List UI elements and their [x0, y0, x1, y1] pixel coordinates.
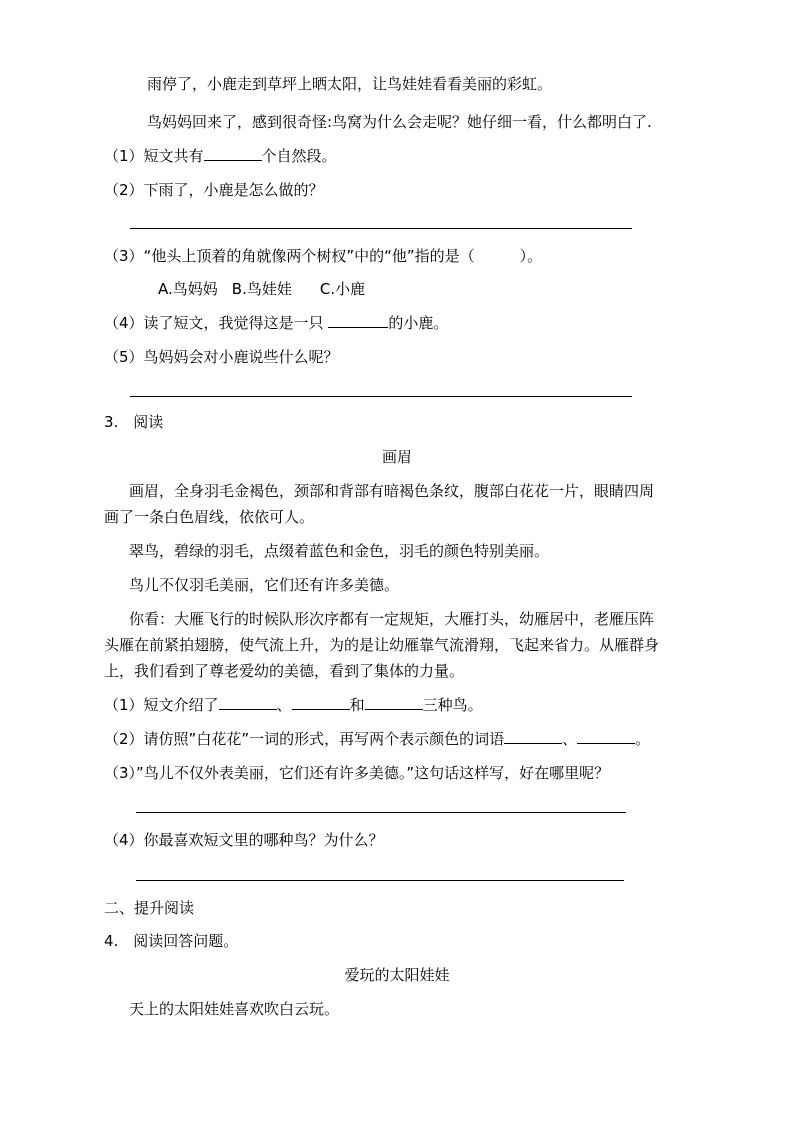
paragraph-huamei-line1: 画眉，全身羽毛金褐色，颈部和背部有暗褐色条纹，腹部白花花一片，眼睛四周: [129, 482, 655, 500]
question-2-2: （2）下雨了，小鹿是怎么做的？: [104, 181, 324, 199]
answer-blank[interactable]: [292, 695, 350, 710]
question-2-4: [104, 313, 448, 333]
paragraph-virtues: 鸟儿不仅羽毛美丽，它们还有许多美德。: [129, 576, 400, 594]
answer-blank[interactable]: [504, 729, 562, 744]
question-text: 三种鸟。: [422, 696, 483, 714]
answer-blank[interactable]: [365, 695, 423, 710]
question-text: （4）读了短文，我觉得这是一只: [104, 314, 329, 332]
answer-line[interactable]: [130, 396, 632, 397]
option-a[interactable]: A.鸟妈妈: [158, 280, 218, 298]
question-2-1: [104, 146, 337, 166]
paragraph-mother-back: 鸟妈妈回来了，感到很奇怪:鸟窝为什么会走呢？她仔细一看，什么都明白了.: [147, 113, 652, 131]
paragraph-wild-goose-line1: 你看：大雁飞行的时候队形次序都有一定规矩，大雁打头，幼雁居中，老雁压阵: [129, 610, 655, 628]
option-c[interactable]: C.小鹿: [319, 280, 366, 298]
question-text: 和: [349, 696, 365, 714]
paragraph-huamei-line2: 画了一条白色眉线，依依可人。: [104, 508, 315, 526]
answer-blank[interactable]: [577, 729, 635, 744]
question-text: 的小鹿。: [388, 314, 449, 332]
passage-title-huamei: 画眉: [381, 448, 412, 466]
section-upgrade-heading: 二、提升阅读: [104, 899, 195, 917]
paragraph-rain-stop: 雨停了，小鹿走到草坪上晒太阳，让鸟娃娃看看美丽的彩虹。: [147, 75, 553, 93]
answer-blank[interactable]: [328, 313, 388, 328]
question-text: （1）短文共有: [104, 147, 204, 165]
question-text: 、: [276, 696, 292, 714]
question-2-3: （3）“他头上顶着的角就像两个树杈”中的“他”指的是（ ）。: [104, 247, 543, 265]
answer-line[interactable]: [136, 812, 626, 813]
paragraph-wild-goose-line2: 头雁在前紧拍翅膀，使气流上升，为的是让幼雁靠气流滑翔，飞起来省力。从雁群身: [104, 636, 660, 654]
question-text: 、: [562, 730, 578, 748]
question-3-3: （3）”鸟儿不仅外表美丽，它们还有许多美德。”这句话这样写，好在哪里呢？: [104, 764, 610, 782]
passage-title-sun-baby: 爱玩的太阳娃娃: [344, 966, 450, 984]
answer-line[interactable]: [130, 228, 632, 229]
question-3-2: [104, 729, 650, 749]
section-3-heading: 3. 阅读: [104, 413, 164, 431]
paragraph-wild-goose-line3: 上，我们看到了尊老爱幼的美德，看到了集体的力量。: [104, 662, 465, 680]
answer-line[interactable]: [136, 880, 624, 881]
section-4-heading: 4. 阅读回答问题。: [104, 932, 239, 950]
question-text: （1）短文介绍了: [104, 696, 219, 714]
answer-blank[interactable]: [219, 695, 277, 710]
question-text: （2）请仿照”白花花”一词的形式，再写两个表示颜色的词语: [104, 730, 505, 748]
paragraph-sun-baby: 天上的太阳娃娃喜欢吹白云玩。: [129, 1000, 340, 1018]
question-text: 个自然段。: [261, 147, 337, 165]
question-3-4: （4）你最喜欢短文里的哪种鸟？为什么？: [104, 831, 384, 849]
answer-blank[interactable]: [204, 146, 262, 161]
paragraph-cuiniao: 翠鸟，碧绿的羽毛，点缀着蓝色和金色，羽毛的颜色特别美丽。: [129, 542, 550, 560]
option-b[interactable]: B.鸟娃娃: [231, 280, 292, 298]
question-text: 。: [635, 730, 651, 748]
question-2-3-options: [158, 279, 365, 299]
question-3-1: [104, 695, 483, 715]
question-2-5: （5）鸟妈妈会对小鹿说些什么呢？: [104, 348, 339, 366]
